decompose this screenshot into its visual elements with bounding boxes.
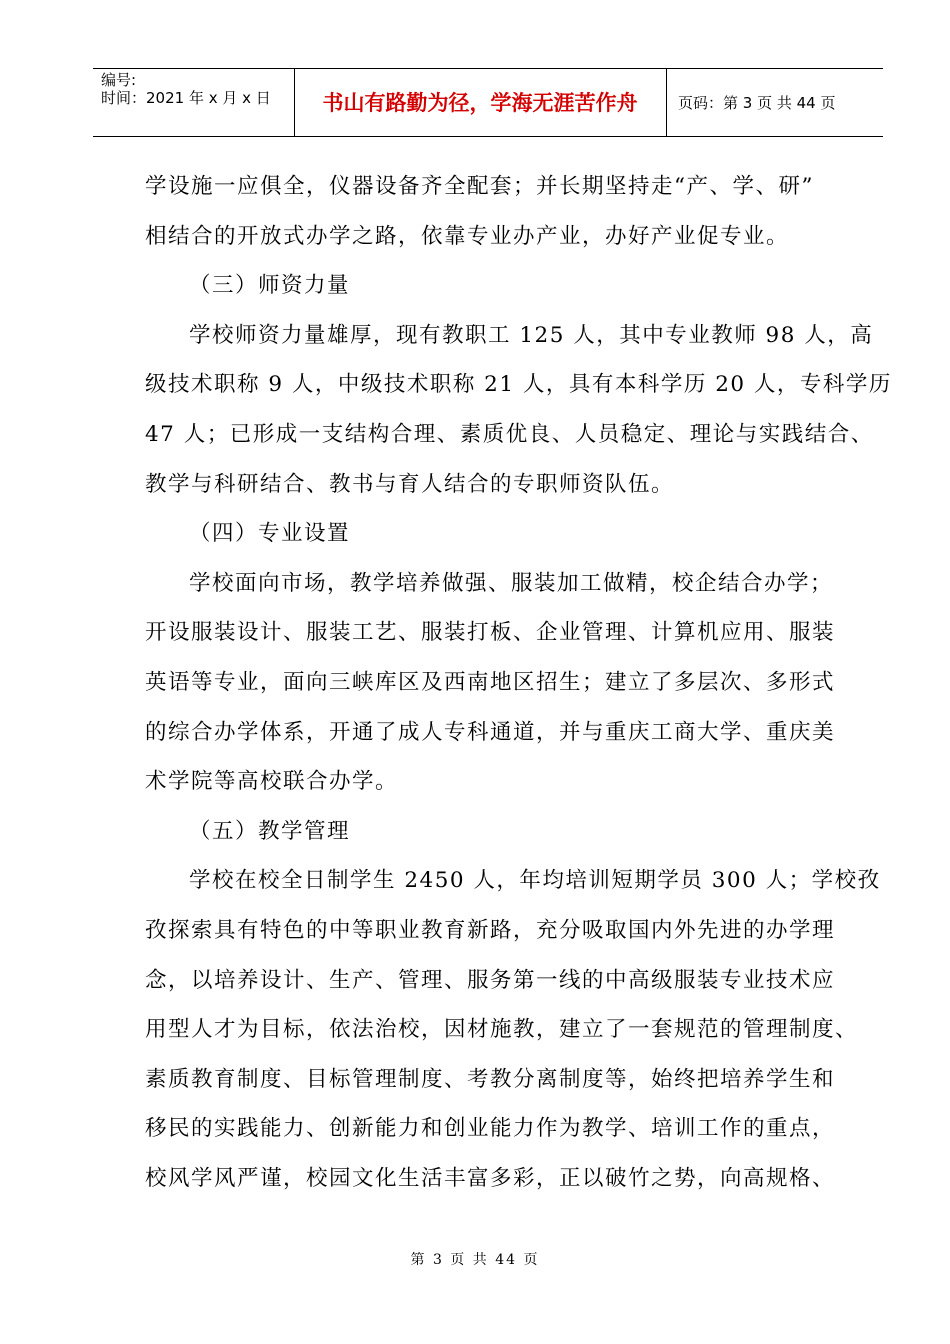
text-line: 相结合的开放式办学之路，依靠专业办产业，办好产业促专业。 bbox=[145, 223, 790, 249]
header-page-info: 页码：第 3 页 共 44 页 bbox=[678, 94, 836, 112]
text-line: 念，以培养设计、生产、管理、服务第一线的中高级服装专业技术应 bbox=[145, 967, 836, 993]
text-line: 校风学风严谨，校园文化生活丰富多彩，正以破竹之势，向高规格、 bbox=[145, 1165, 836, 1191]
text-line: 素质教育制度、目标管理制度、考教分离制度等，始终把培养学生和 bbox=[145, 1066, 836, 1092]
header-divider bbox=[666, 69, 667, 136]
time-label: 时间：2021 年 x 月 x 日 bbox=[101, 89, 271, 107]
text-line: 学校师资力量雄厚，现有教职工 125 人，其中专业教师 98 人，高 bbox=[189, 322, 874, 348]
serial-label: 编号: bbox=[101, 71, 137, 89]
page-footer: 第 3 页 共 44 页 bbox=[410, 1252, 540, 1268]
section-heading-teachers: （三）师资力量 bbox=[189, 273, 351, 299]
text-line: 开设服装设计、服装工艺、服装打板、企业管理、计算机应用、服装 bbox=[145, 620, 836, 646]
text-line: 孜探索具有特色的中等职业教育新路，充分吸取国内外先进的办学理 bbox=[145, 917, 836, 943]
section-heading-majors: （四）专业设置 bbox=[189, 521, 351, 547]
text-line: 用型人才为目标，依法治校，因材施教，建立了一套规范的管理制度、 bbox=[145, 1017, 859, 1043]
text-line: 的综合办学体系，开通了成人专科通道，并与重庆工商大学、重庆美 bbox=[145, 719, 836, 745]
text-line: 学校在校全日制学生 2450 人，年均培训短期学员 300 人；学校孜 bbox=[189, 868, 881, 894]
document-body bbox=[145, 162, 892, 1203]
text-line: 学设施一应俱全，仪器设备齐全配套；并长期坚持走“产、学、研” bbox=[145, 174, 814, 199]
text-line: 移民的实践能力、创新能力和创业能力作为教学、培训工作的重点， bbox=[145, 1116, 836, 1142]
text-line: 47 人；已形成一支结构合理、素质优良、人员稳定、理论与实践结合、 bbox=[145, 421, 874, 447]
text-line: 英语等专业，面向三峡库区及西南地区招生；建立了多层次、多形式 bbox=[145, 669, 836, 695]
header-motto: 书山有路勤为径，学海无涯苦作舟 bbox=[322, 91, 638, 115]
section-heading-teaching-management: （五）教学管理 bbox=[189, 818, 351, 844]
page-header bbox=[93, 68, 883, 137]
text-line: 级技术职称 9 人，中级技术职称 21 人，具有本科学历 20 人，专科学历 bbox=[145, 372, 892, 398]
text-line: 学校面向市场，教学培养做强、服装加工做精，校企结合办学； bbox=[189, 570, 834, 596]
header-meta bbox=[101, 71, 271, 107]
text-line: 教学与科研结合、教书与育人结合的专职师资队伍。 bbox=[145, 471, 675, 497]
text-line: 术学院等高校联合办学。 bbox=[145, 769, 399, 795]
